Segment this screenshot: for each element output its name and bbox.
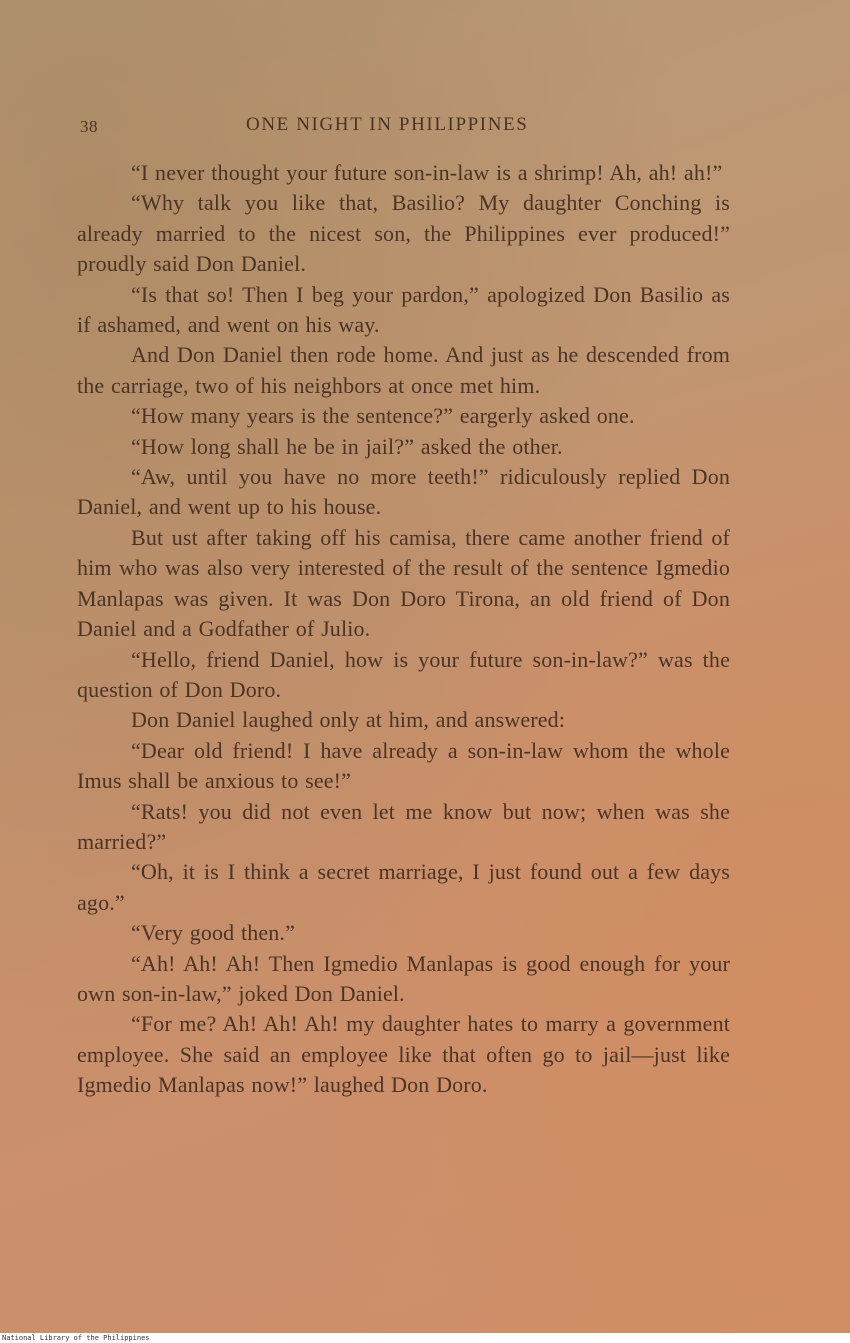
paragraph: Don Daniel laughed only at him, and answered: [131,707,566,733]
paragraph: “Is that so! Then I beg your pardon,” apologized Don Basilio as if ashamed, and went on his way. [77,281,730,338]
body-text [77,158,730,1101]
paragraph: And Don Daniel then rode home. And just as he descended from the carriage, two of his neighbors at once met him. [77,342,730,398]
library-credit: National Library of the Philippines [2,1334,150,1342]
paragraph: “Dear old friend! I have already a son-in-law whom the whole Imus shall be anxious to see!” [77,737,730,794]
paragraph: “How long shall he be in jail?” asked the other. [131,433,563,459]
paragraph: “Why talk you like that, Basilio? My daughter Conching is already married to the nicest son, the Philippines ever produced!” proudly said Don Daniel. [77,190,730,277]
paragraph: “Ah! Ah! Ah! Then Igmedio Manlapas is good enough for your own son-in-law,” joked Don Daniel. [77,950,730,1006]
paragraph: “Rats! you did not even let me know but now; when was she married?” [77,798,730,854]
paragraph: “How many years is the sentence?” eargerly asked one. [131,403,635,429]
paragraph: “I never thought your future son-in-law is a shrimp! Ah, ah! ah!” [131,160,723,185]
page-header [80,112,730,142]
paragraph: “Aw, until you have no more teeth!” ridiculously replied Don Daniel, and went up to his house. [77,464,730,520]
paragraph: “Oh, it is I think a secret marriage, I just found out a few days ago.” [77,859,730,915]
paragraph: “Very good then.” [131,920,295,946]
page-number: 38 [80,117,98,136]
paragraph: But ust after taking off his camisa, there came another friend of him who was also very interested of the result of the sentence Igmedio Manlapas was given. It was Don Doro Tirona, an old friend of Don Daniel and a Godfather of Julio. [77,524,730,642]
paragraph: “For me? Ah! Ah! Ah! my daughter hates to marry a government employee. She said an employee like that often go to jail—just like Igmedio Manlapas now!” laughed Don Doro. [77,1011,730,1098]
running-title: ONE NIGHT IN PHILIPPINES [246,114,529,135]
paragraph: “Hello, friend Daniel, how is your future son-in-law?” was the question of Don Doro. [77,646,730,702]
